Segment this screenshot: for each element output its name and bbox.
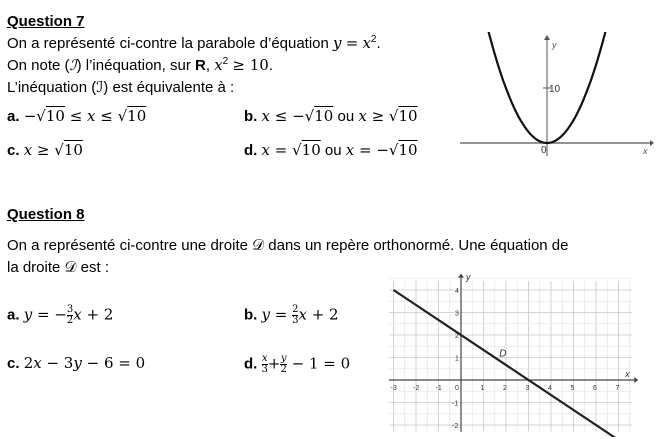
x-tick-label: 4 [548,385,552,392]
q8-line2: la droite 𝒟 est : [7,259,110,276]
y-axis-arrow [458,274,464,278]
y-axis-label: y [466,271,471,282]
q7-answer-d[interactable]: d. x = √10 ou x = −√10 [244,141,418,159]
q8-answer-a[interactable]: a. y = − $\frac{3}{2}$ x + 2 [7,304,114,326]
parabola-graph [455,32,655,157]
line-graph [388,262,640,437]
q8-line1: On a représenté ci-contre une droite 𝒟 dans un repère orthonormé. Une équation de [7,237,569,254]
q8-answer-c[interactable]: c. 2x − 3y − 6 = 0 [7,354,146,372]
q8-title: Question 8 [7,206,85,223]
grid [389,279,632,432]
q8-answer-b[interactable]: b. y = $\frac{2}{3}$ x + 2 [244,304,339,326]
y-tick-label: -1 [452,400,459,408]
x-tick-label: -1 [435,385,442,392]
y-tick-label: -2 [452,423,459,430]
x-tick-label: 0 [455,385,459,392]
q8-answer-d[interactable]: d. $\frac{x}{3}$ + $\frac{y}{2}$ − 1 = 0 [244,353,351,375]
line-d-label: D [499,348,507,360]
x-tick-label: -2 [413,385,420,392]
q7-line3: L’inéquation (ℐ) est équivalente à : [7,79,235,96]
q7-line2: On note (ℐ) l’inéquation, sur R, $x^2 \ge 10$. [7,56,273,74]
x-tick-label: 1 [480,385,485,392]
y-axis-label: y [552,40,557,50]
q7-answer-b[interactable]: b. x ≤ −√10 ou x ≥ √10 [244,107,418,125]
x-axis-label: x [643,146,648,156]
x-tick-label: 7 [615,385,620,392]
x-tick-label: 2 [503,385,507,392]
y-tick-label: 1 [455,355,459,363]
x-tick-label: -3 [390,385,397,392]
x-axis-label: x [625,369,630,379]
y-tick-label: 2 [455,333,459,340]
x-tick-label: 3 [525,385,530,392]
origin-label: 0 [541,145,547,156]
x-tick-label: 5 [570,385,575,392]
x-tick-label: 6 [593,385,597,392]
y-tick-label: 4 [455,288,459,295]
q7-title: Question 7 [7,13,85,30]
x-axis-arrow [634,377,638,383]
y-tick-label: 10 [549,84,561,95]
q7-line1: On a représenté ci-contre la parabole d’équation $y = x^2$. [7,34,381,52]
q7-answer-c[interactable]: c. x ≥ √10 [7,141,83,159]
q7-answer-a[interactable]: a. −√10 ≤ x ≤ √10 [7,107,147,125]
y-tick-label: 3 [455,310,459,318]
